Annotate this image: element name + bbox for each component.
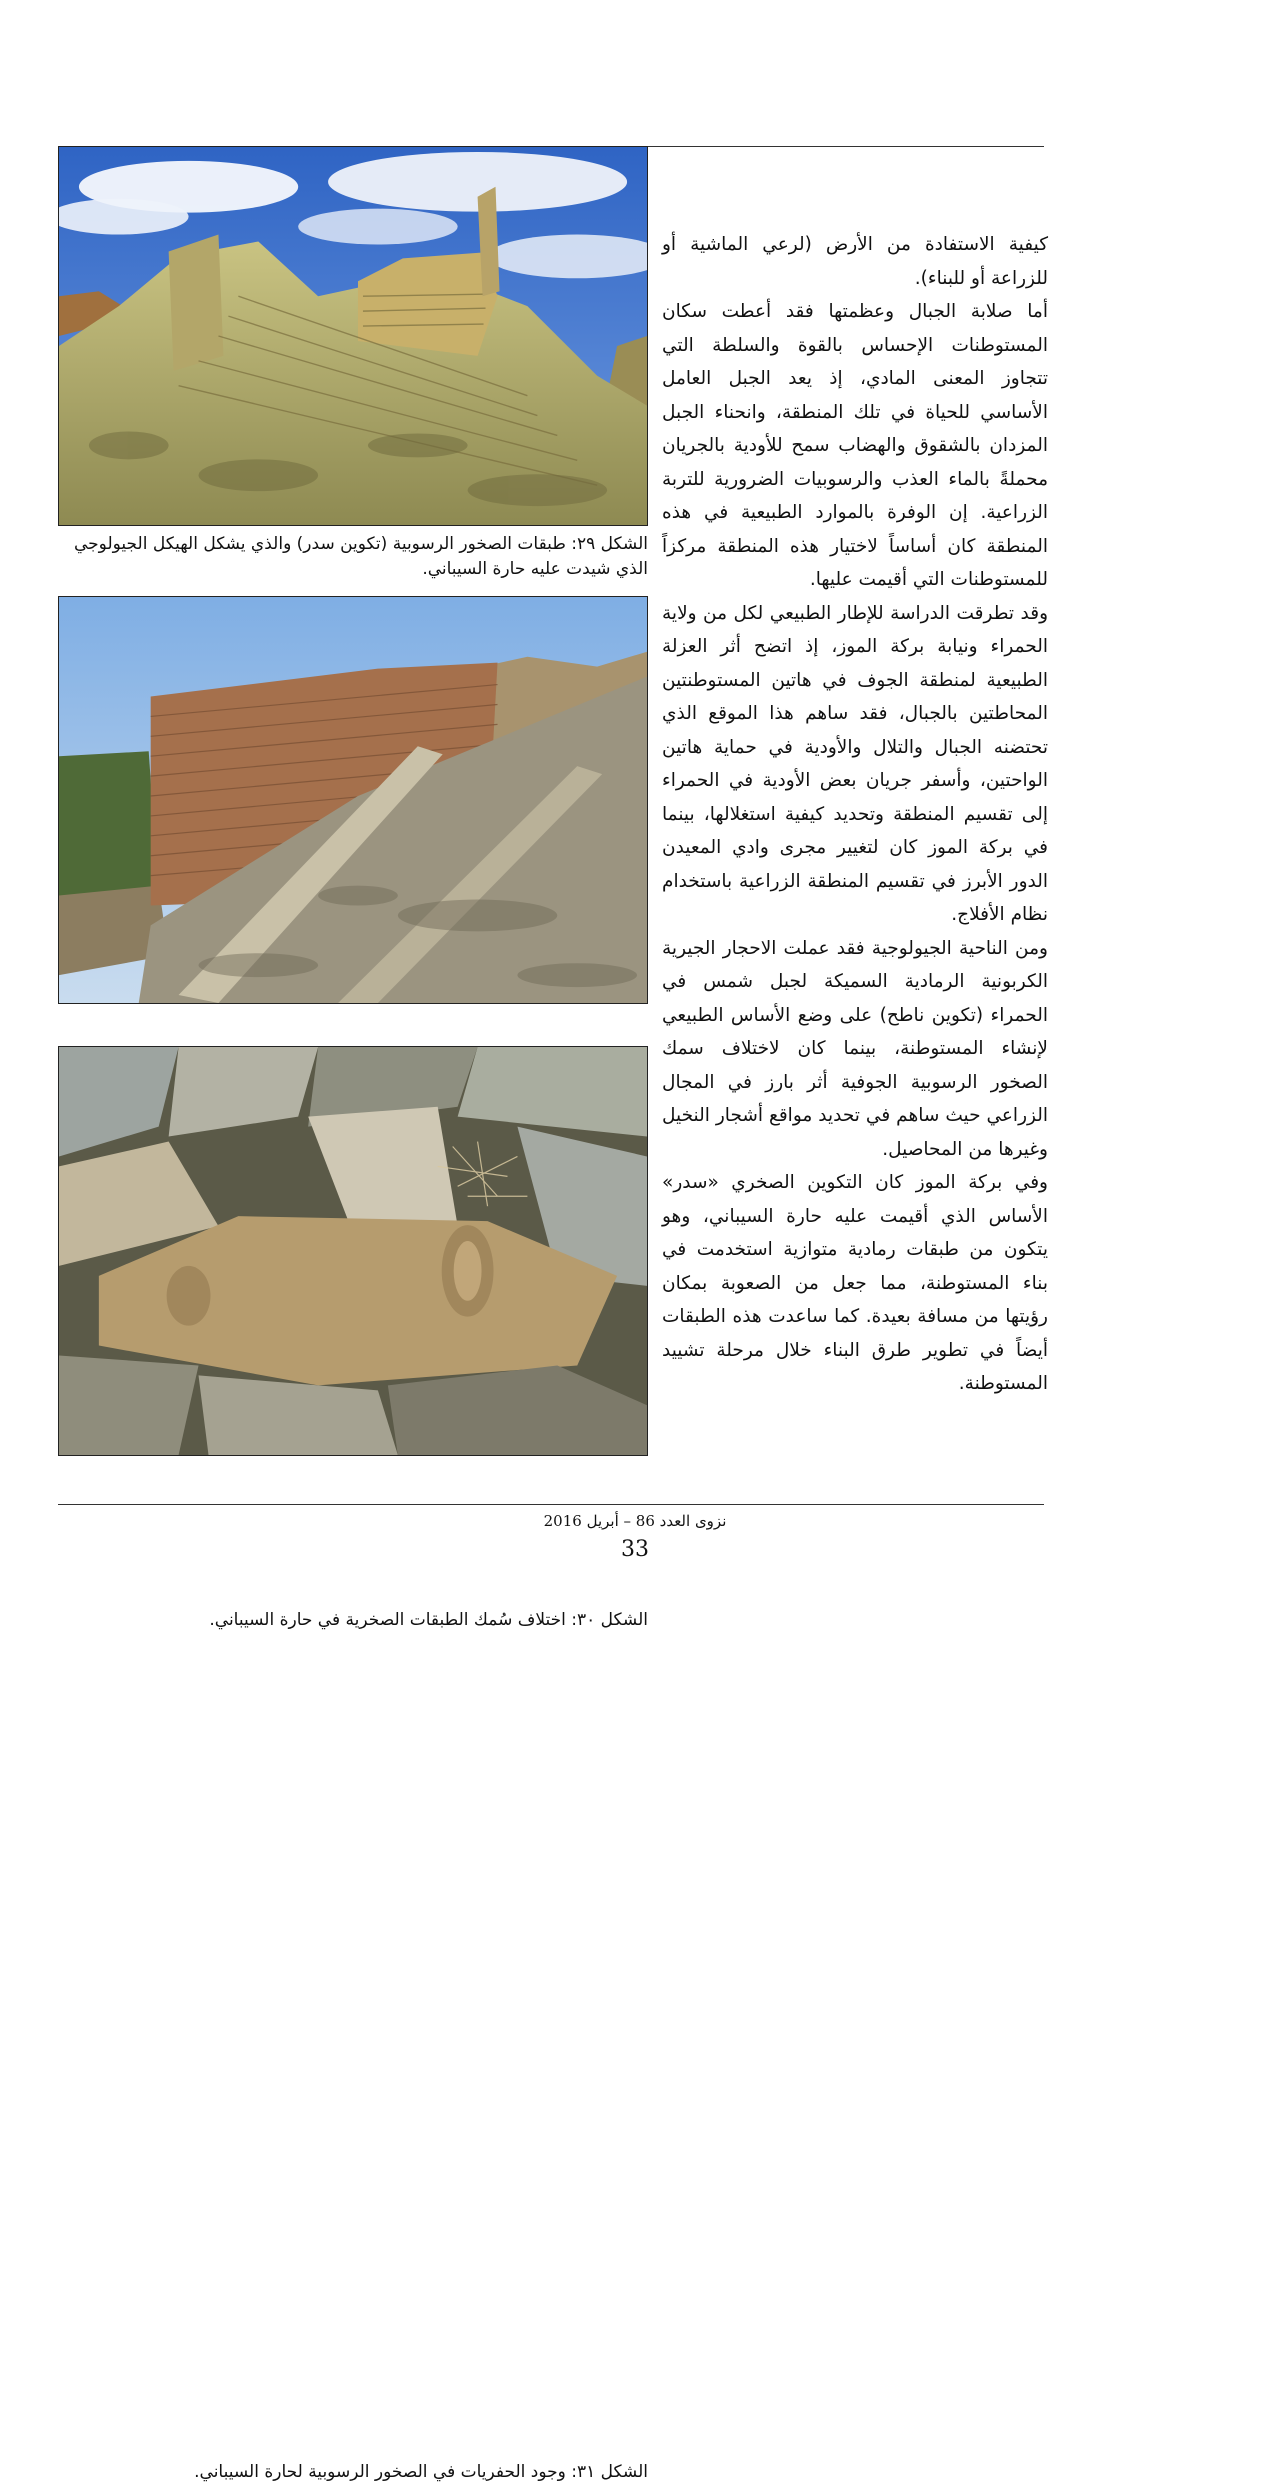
article-paragraph: كيفية الاستفادة من الأرض (لرعي الماشية أو للزراعة أو للبناء).: [662, 234, 1048, 289]
article-paragraph: أما صلابة الجبال وعظمتها فقد أعطت سكان المستوطنات الإحساس بالقوة والسلطة التي تتجاوز المعنى المادي، إذ يعد الجبل العامل الأساسي للحياة في تلك المنطقة، وانحناء الجبل المزدان بالشقوق والهضاب سمح للأودية بالجريان محملةً بالماء العذب والرسوبيات الضرورية للتربة الزراعية. إن الوفرة بالموارد الطبيعية في هذه المنطقة كان أساساً لاختيار هذه المنطقة مركزاً للمستوطنات التي أقيمت عليها.: [662, 301, 1048, 590]
photo-fossils-in-rocks: [58, 1046, 648, 1456]
photo-ruined-tower-image: [59, 147, 647, 525]
photo-ruined-tower-on-layered-rocks: [58, 146, 648, 526]
article-paragraph: وقد تطرقت الدراسة للإطار الطبيعي لكل من ولاية الحمراء ونيابة بركة الموز، إذ اتضح أثر العزلة الطبيعية لمنطقة الجوف في هاتين المستوطنتين المحاطتين بالجبال، فقد ساهم هذا الموقع الذي تحتضنه الجبال والتلال والأودية في حماية هاتين الواحتين، وأسفر جريان بعض الأودية في الحمراء إلى تقسيم المنطقة وتحديد كيفية استغلالها، بينما في بركة الموز كان لتغيير مجرى وادي المعيدن الدور الأبرز في تقسيم المنطقة الزراعية باستخدام نظام الأفلاج.: [662, 602, 1048, 925]
photo-stone-wall-image: [59, 597, 647, 1003]
figure-30-caption: الشكل ٣٠: اختلاف سُمك الطبقات الصخرية في حارة السيباني.: [209, 1610, 648, 1630]
article-paragraph: ومن الناحية الجيولوجية فقد عملت الاحجار الجيرية الكربونية الرمادية السميكة لجبل شمس في الحمراء (تكوين ناطح) على وضع الأساس الطبيعي لإنشاء المستوطنة، بينما كان لاختلاف سمك الصخور الرسوبية الجوفية أثر بارز في المجال الزراعي حيث ساهم في تحديد مواقع أشجار النخيل وغيرها من المحاصيل.: [662, 937, 1048, 1160]
figure-31-caption: الشكل ٣١: وجود الحفريات في الصخور الرسوبية لحارة السيباني.: [194, 2462, 648, 2482]
photo-stone-wall-on-slope: [58, 596, 648, 1004]
figure-29-caption: الشكل ٢٩: طبقات الصخور الرسوبية (تكوين سدر) والذي يشكل الهيكل الجيولوجي الذي شيدت عليه حارة السيباني.: [74, 534, 648, 579]
footer-issue-line: نزوى العدد 86 – أبريل 2016: [543, 1512, 727, 1530]
article-text-column: [662, 228, 1048, 1401]
article-paragraph: وفي بركة الموز كان التكوين الصخري «سدر» الأساس الذي أقيمت عليه حارة السيباني، وهو يتكون من طبقات رمادية متوازية استخدمت في بناء المستوطنة، مما جعل من الصعوبة بمكان رؤيتها من مسافة بعيدة. كما ساعدت هذه الطبقات أيضاً في تطوير طرق البناء خلال مرحلة تشييد المستوطنة.: [662, 1172, 1048, 1394]
bottom-rule: [58, 1504, 1044, 1505]
page-number: 33: [621, 1537, 649, 1562]
photo-fossils-image: [59, 1047, 647, 1455]
